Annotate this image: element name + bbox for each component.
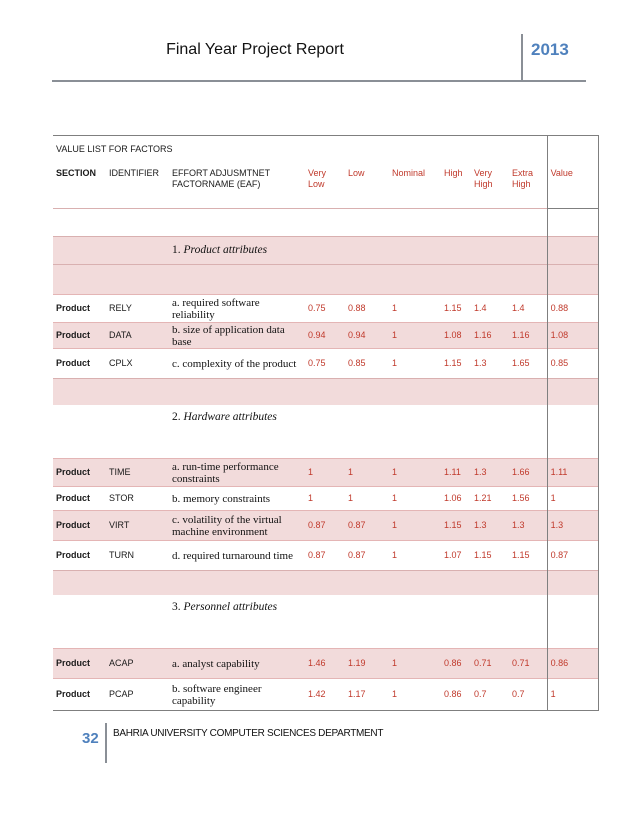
table-cell: a. required software reliability bbox=[169, 295, 305, 323]
table-cell: 1 bbox=[389, 541, 441, 571]
table-cell: 1.56 bbox=[509, 487, 547, 511]
table-cell: Product bbox=[53, 459, 106, 487]
empty-cell bbox=[305, 405, 345, 431]
table-cell: 1.21 bbox=[471, 487, 509, 511]
table-cell: 0.75 bbox=[305, 295, 345, 323]
empty-cell bbox=[53, 405, 106, 431]
col-header-section: SECTION bbox=[56, 167, 97, 178]
empty-cell bbox=[53, 621, 106, 649]
col-header-identifier: IDENTIFIER bbox=[109, 167, 160, 178]
table-cell: 0.71 bbox=[509, 649, 547, 679]
table-cell: 1 bbox=[389, 679, 441, 711]
empty-cell bbox=[305, 431, 345, 459]
table-cell: 0.94 bbox=[305, 323, 345, 349]
table-row bbox=[53, 511, 598, 541]
table-cell: Product bbox=[53, 295, 106, 323]
empty-cell bbox=[389, 621, 441, 649]
table-cell: 1 bbox=[389, 295, 441, 323]
empty-cell bbox=[345, 237, 389, 265]
empty-cell bbox=[509, 621, 547, 649]
table-cell: 0.88 bbox=[547, 295, 598, 323]
spacer-row bbox=[53, 265, 598, 295]
table-cell: 0.85 bbox=[345, 349, 389, 379]
table-cell: Product bbox=[53, 511, 106, 541]
col-header-nominal: Nominal bbox=[392, 167, 426, 178]
empty-cell bbox=[547, 237, 598, 265]
empty-cell bbox=[106, 431, 169, 459]
table-cell: 1 bbox=[547, 679, 598, 711]
value-column-cell bbox=[547, 136, 598, 164]
table-cell: d. required turnaround time bbox=[169, 541, 305, 571]
empty-cell bbox=[345, 405, 389, 431]
table-cell: Product bbox=[53, 541, 106, 571]
table-cell: b. software engineer capability bbox=[169, 679, 305, 711]
table-cell: 1.15 bbox=[471, 541, 509, 571]
spacer-row bbox=[53, 379, 598, 405]
table-cell: 0.87 bbox=[345, 511, 389, 541]
cell-text: High bbox=[474, 178, 493, 189]
empty-cell bbox=[471, 595, 509, 621]
table-cell: 1.66 bbox=[509, 459, 547, 487]
empty-cell bbox=[471, 621, 509, 649]
cell-text: Hardware attributes bbox=[183, 411, 277, 423]
table-cell: Product bbox=[53, 349, 106, 379]
empty-cell bbox=[471, 379, 509, 405]
empty-cell bbox=[547, 405, 598, 431]
empty-cell bbox=[106, 379, 169, 405]
cell-text: Very bbox=[474, 167, 493, 178]
table-cell: VIRT bbox=[106, 511, 169, 541]
empty-cell bbox=[345, 265, 389, 295]
table-cell: 0.94 bbox=[345, 323, 389, 349]
empty-cell bbox=[305, 265, 345, 295]
empty-cell bbox=[509, 595, 547, 621]
empty-cell bbox=[547, 379, 598, 405]
empty-cell bbox=[106, 405, 169, 431]
empty-cell bbox=[389, 431, 441, 459]
empty-cell bbox=[441, 379, 471, 405]
table-cell: DATA bbox=[106, 323, 169, 349]
table-cell: 1.11 bbox=[441, 459, 471, 487]
empty-cell bbox=[509, 265, 547, 295]
table-cell: 1.08 bbox=[547, 323, 598, 349]
table-cell: 1.15 bbox=[441, 349, 471, 379]
empty-cell bbox=[53, 431, 106, 459]
table-cell: 0.7 bbox=[509, 679, 547, 711]
empty-cell bbox=[547, 431, 598, 459]
report-year: 2013 bbox=[531, 40, 569, 59]
empty-cell bbox=[169, 265, 305, 295]
table-row bbox=[53, 295, 598, 323]
table-cell: STOR bbox=[106, 487, 169, 511]
table-cell: b. size of application data base bbox=[169, 323, 305, 349]
col-header-very-low bbox=[305, 164, 345, 209]
table-row bbox=[53, 349, 598, 379]
table-cell: 0.87 bbox=[547, 541, 598, 571]
empty-cell bbox=[53, 209, 547, 237]
empty-cell bbox=[53, 237, 106, 265]
table-cell: 1.08 bbox=[441, 323, 471, 349]
table-cell: 1.3 bbox=[471, 511, 509, 541]
empty-cell bbox=[53, 379, 106, 405]
header-divider bbox=[521, 34, 523, 80]
table-cell: 1 bbox=[389, 487, 441, 511]
table-cell: 1.19 bbox=[345, 649, 389, 679]
empty-cell bbox=[53, 571, 106, 595]
col-header-eaf-line2: FACTORNAME (EAF) bbox=[172, 178, 261, 189]
table-cell: 1 bbox=[389, 511, 441, 541]
table-cell: 0.7 bbox=[471, 679, 509, 711]
empty-cell bbox=[305, 237, 345, 265]
table-cell: 0.85 bbox=[547, 349, 598, 379]
empty-cell bbox=[547, 595, 598, 621]
table-cell: 1 bbox=[389, 323, 441, 349]
table-cell: PCAP bbox=[106, 679, 169, 711]
table-cell: TURN bbox=[106, 541, 169, 571]
table-cell: 0.87 bbox=[305, 511, 345, 541]
empty-cell bbox=[389, 265, 441, 295]
table-row bbox=[53, 649, 598, 679]
table-cell: 1 bbox=[389, 459, 441, 487]
empty-cell bbox=[305, 379, 345, 405]
table-cell: b. memory constraints bbox=[169, 487, 305, 511]
table-cell: 1 bbox=[389, 649, 441, 679]
spacer-row bbox=[53, 209, 598, 237]
empty-cell bbox=[509, 405, 547, 431]
empty-cell bbox=[509, 571, 547, 595]
empty-cell bbox=[547, 265, 598, 295]
table-cell: 1.3 bbox=[471, 349, 509, 379]
col-header-high: High bbox=[444, 167, 463, 178]
empty-cell bbox=[106, 621, 169, 649]
table-cell: 1.17 bbox=[345, 679, 389, 711]
empty-cell bbox=[53, 265, 106, 295]
col-header-eaf-line1: EFFORT ADJUSMTNET bbox=[172, 167, 271, 178]
empty-cell bbox=[509, 237, 547, 265]
table-cell: Product bbox=[53, 649, 106, 679]
empty-cell bbox=[305, 595, 345, 621]
report-title: Final Year Project Report bbox=[166, 41, 344, 58]
cell-text: Low bbox=[308, 178, 325, 189]
table-cell: 1.15 bbox=[441, 511, 471, 541]
empty-cell bbox=[53, 595, 106, 621]
table-cell: TIME bbox=[106, 459, 169, 487]
empty-cell bbox=[106, 571, 169, 595]
col-header-value: Value bbox=[547, 164, 598, 209]
table-cell: 1.07 bbox=[441, 541, 471, 571]
empty-cell bbox=[169, 379, 305, 405]
table-cell: c. volatility of the virtual machine environment bbox=[169, 511, 305, 541]
table-cell: 1.16 bbox=[509, 323, 547, 349]
table-row bbox=[53, 459, 598, 487]
empty-cell bbox=[441, 237, 471, 265]
section-title-hardware bbox=[169, 405, 305, 431]
spacer-row bbox=[53, 571, 598, 595]
table-cell: 1 bbox=[305, 459, 345, 487]
section-heading-row bbox=[53, 237, 598, 265]
section-title-product bbox=[169, 237, 305, 265]
empty-cell bbox=[305, 621, 345, 649]
table-cell: 1 bbox=[389, 349, 441, 379]
table-row bbox=[53, 541, 598, 571]
empty-cell bbox=[441, 571, 471, 595]
col-header-eaf bbox=[169, 164, 305, 209]
table-cell: 1.11 bbox=[547, 459, 598, 487]
table-cell: RELY bbox=[106, 295, 169, 323]
col-header-very-high bbox=[471, 164, 509, 209]
table-cell: 0.87 bbox=[345, 541, 389, 571]
empty-cell bbox=[345, 595, 389, 621]
empty-cell bbox=[471, 265, 509, 295]
table-cell: 0.75 bbox=[305, 349, 345, 379]
table-cell: Product bbox=[53, 487, 106, 511]
empty-cell bbox=[169, 621, 305, 649]
spacer-row bbox=[53, 621, 598, 649]
empty-cell bbox=[106, 595, 169, 621]
cell-text: High bbox=[512, 178, 531, 189]
empty-cell bbox=[345, 379, 389, 405]
empty-cell bbox=[106, 237, 169, 265]
table-cell: 1.15 bbox=[441, 295, 471, 323]
empty-cell bbox=[547, 209, 598, 237]
empty-cell bbox=[441, 621, 471, 649]
table-cell: c. complexity of the product bbox=[169, 349, 305, 379]
empty-cell bbox=[305, 571, 345, 595]
header-rule bbox=[52, 80, 586, 82]
empty-cell bbox=[509, 379, 547, 405]
empty-cell bbox=[345, 431, 389, 459]
table-cell: 1.4 bbox=[471, 295, 509, 323]
caption-row bbox=[53, 136, 598, 164]
empty-cell bbox=[471, 405, 509, 431]
empty-cell bbox=[106, 265, 169, 295]
table-cell: 0.87 bbox=[305, 541, 345, 571]
table-cell: 0.71 bbox=[471, 649, 509, 679]
empty-cell bbox=[345, 621, 389, 649]
cell-text: Product attributes bbox=[183, 244, 268, 256]
table-cell: 0.86 bbox=[441, 679, 471, 711]
spacer-row bbox=[53, 431, 598, 459]
empty-cell bbox=[169, 571, 305, 595]
table-cell: a. analyst capability bbox=[169, 649, 305, 679]
table-cell: 1.46 bbox=[305, 649, 345, 679]
cell-text: Personnel attributes bbox=[183, 601, 278, 613]
table-cell: Product bbox=[53, 679, 106, 711]
empty-cell bbox=[441, 595, 471, 621]
empty-cell bbox=[441, 431, 471, 459]
empty-cell bbox=[471, 571, 509, 595]
empty-cell bbox=[441, 405, 471, 431]
table-cell: 1 bbox=[345, 487, 389, 511]
empty-cell bbox=[547, 621, 598, 649]
department-name: BAHRIA UNIVERSITY COMPUTER SCIENCES DEPARTMENT bbox=[113, 728, 384, 739]
cell-text: Extra bbox=[512, 167, 534, 178]
empty-cell bbox=[169, 431, 305, 459]
empty-cell bbox=[509, 431, 547, 459]
table-cell: 0.86 bbox=[441, 649, 471, 679]
value-list-table bbox=[53, 135, 599, 711]
empty-cell bbox=[389, 405, 441, 431]
table-row bbox=[53, 323, 598, 349]
table-cell: 1.3 bbox=[471, 459, 509, 487]
empty-cell bbox=[471, 237, 509, 265]
table-cell: 1 bbox=[305, 487, 345, 511]
empty-cell bbox=[389, 595, 441, 621]
table-cell: 1 bbox=[345, 459, 389, 487]
table-cell: ACAP bbox=[106, 649, 169, 679]
cell-text: 2. bbox=[172, 411, 181, 423]
cell-text: 3. bbox=[172, 601, 181, 613]
table-cell: 1.15 bbox=[509, 541, 547, 571]
col-header-low: Low bbox=[348, 167, 365, 178]
table-caption: VALUE LIST FOR FACTORS bbox=[53, 136, 547, 164]
empty-cell bbox=[389, 379, 441, 405]
section-title-personnel bbox=[169, 595, 305, 621]
footer-divider bbox=[105, 723, 107, 763]
table-cell: a. run-time performance constraints bbox=[169, 459, 305, 487]
empty-cell bbox=[547, 571, 598, 595]
table-cell: 1.16 bbox=[471, 323, 509, 349]
table-cell: Product bbox=[53, 323, 106, 349]
section-heading-row bbox=[53, 595, 598, 621]
table-cell: 1.3 bbox=[547, 511, 598, 541]
empty-cell bbox=[471, 431, 509, 459]
table-cell: 1.65 bbox=[509, 349, 547, 379]
table-cell: 0.86 bbox=[547, 649, 598, 679]
table-row bbox=[53, 487, 598, 511]
header-row bbox=[53, 164, 598, 209]
table-cell: 0.88 bbox=[345, 295, 389, 323]
empty-cell bbox=[345, 571, 389, 595]
table-cell: 1.3 bbox=[509, 511, 547, 541]
col-header-extra-high bbox=[509, 164, 547, 209]
cell-text: 1. bbox=[172, 244, 181, 256]
empty-cell bbox=[389, 571, 441, 595]
table-cell: 1.42 bbox=[305, 679, 345, 711]
table-row bbox=[53, 679, 598, 711]
section-heading-row bbox=[53, 405, 598, 431]
empty-cell bbox=[441, 265, 471, 295]
cell-text: Very bbox=[308, 167, 327, 178]
empty-cell bbox=[389, 237, 441, 265]
table-cell: 1 bbox=[547, 487, 598, 511]
table-cell: 1.4 bbox=[509, 295, 547, 323]
table-cell: 1.06 bbox=[441, 487, 471, 511]
page-number: 32 bbox=[82, 730, 99, 747]
table-cell: CPLX bbox=[106, 349, 169, 379]
